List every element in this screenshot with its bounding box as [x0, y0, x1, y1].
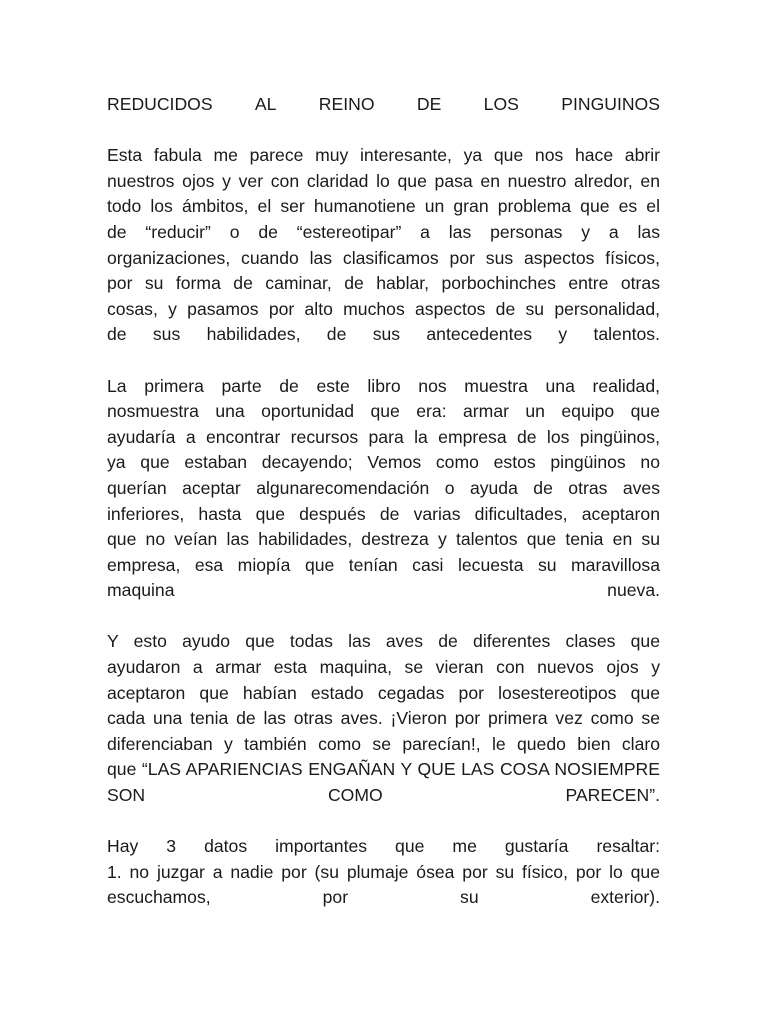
title-word: DE [416, 94, 442, 114]
text-line: de “reducir” o de “estereotipar” a las personas y a las [107, 221, 660, 242]
paragraph-1 [107, 143, 660, 348]
text-line: ayudaría a encontrar recursos para la empresa de los pingüinos, [107, 426, 660, 447]
title-word: LOS [483, 94, 519, 114]
text-line: cosas, y pasamos por alto muchos aspectos de su personalidad, [107, 298, 660, 319]
text-line: nuestros ojos y ver con claridad lo que pasa en nuestro alredor, en [107, 170, 660, 191]
paragraph-3 [107, 629, 660, 808]
document-title [107, 92, 660, 118]
text-line: SON COMO PARECEN”. [107, 785, 660, 806]
text-line: nosmuestra una oportunidad que era: armar un equipo que [107, 401, 660, 422]
text-line: ayudaron a armar esta maquina, se vieran con nuevos ojos y [107, 657, 660, 678]
text-line: 1. no juzgar a nadie por (su plumaje ósea por su físico, por lo que [107, 861, 660, 882]
text-line: Y esto ayudo que todas las aves de diferentes clases que [107, 631, 660, 652]
text-line: de sus habilidades, de sus antecedentes y talentos. [107, 324, 660, 345]
text-line: maquina nueva. [107, 580, 660, 601]
text-line: por su forma de caminar, de hablar, porbochinches entre otras [107, 273, 660, 294]
text-line: inferiores, hasta que después de varias dificultades, aceptaron [107, 503, 660, 524]
title-word: REDUCIDOS [107, 94, 213, 114]
title-word: PINGUINOS [561, 94, 660, 114]
text-line: aceptaron que habían estado cegadas por losestereotipos que [107, 682, 660, 703]
text-line: diferenciaban y también como se parecían!, le quedo bien claro [107, 733, 660, 754]
text-line: empresa, esa miopía que tenían casi lecuesta su maravillosa [107, 554, 660, 575]
text-line: que “LAS APARIENCIAS ENGAÑAN Y QUE LAS COSA NOSIEMPRE [107, 759, 660, 780]
paragraph-4 [107, 834, 660, 911]
text-line: organizaciones, cuando las clasificamos por sus aspectos físicos, [107, 247, 660, 268]
title-word: AL [254, 94, 277, 114]
text-line: que no veían las habilidades, destreza y talentos que tenia en su [107, 529, 660, 550]
text-line: Hay 3 datos importantes que me gustaría resaltar: [107, 836, 660, 857]
text-line: ya que estaban decayendo; Vemos como estos pingüinos no [107, 452, 660, 473]
text-line: todo los ámbitos, el ser humanotiene un gran problema que es el [107, 196, 660, 217]
text-line: cada una tenia de las otras aves. ¡Vieron por primera vez como se [107, 708, 660, 729]
paragraph-2 [107, 374, 660, 604]
text-line: escuchamos, por su exterior). [107, 887, 660, 908]
document-body [107, 92, 660, 911]
title-word: REINO [318, 94, 375, 114]
text-line: Esta fabula me parece muy interesante, ya que nos hace abrir [107, 145, 660, 166]
text-line: La primera parte de este libro nos muestra una realidad, [107, 375, 660, 396]
text-line: querían aceptar algunarecomendación o ayuda de otras aves [107, 477, 660, 498]
